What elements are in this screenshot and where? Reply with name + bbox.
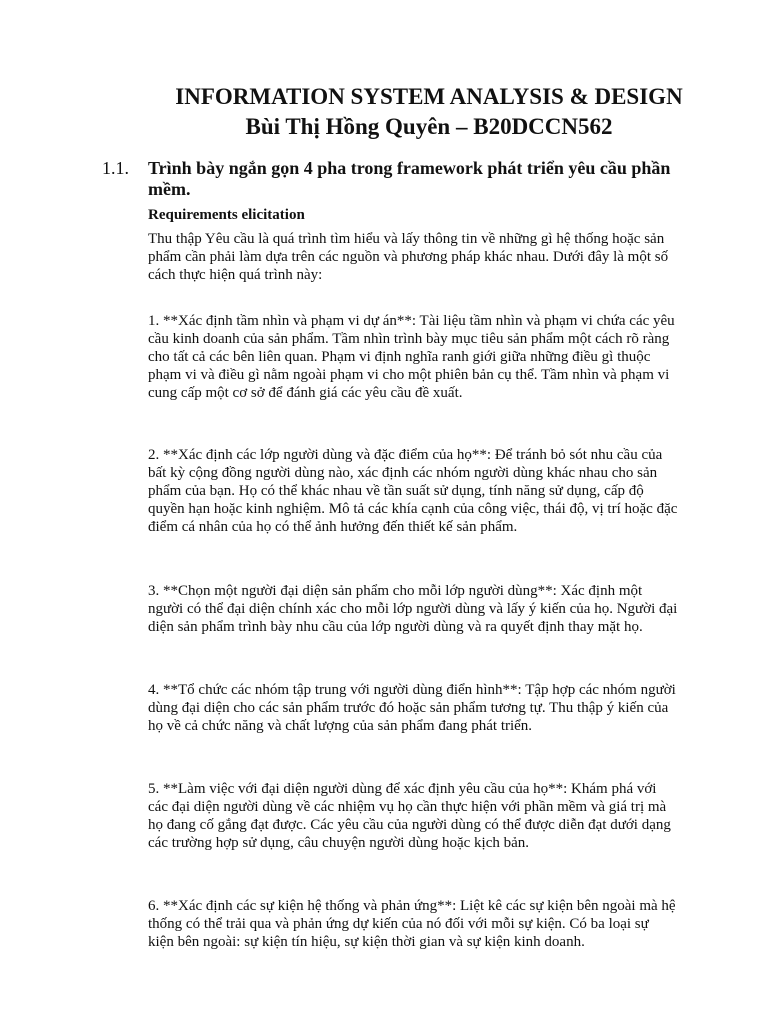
list-item: 2. **Xác định các lớp người dùng và đặc điểm của họ**: Để tránh bỏ sót nhu cầu của bất kỳ cộng đồng người dùng nào, xác định các nhóm người dùng khác nhau cho sản phẩm của bạn. Họ có thể khác nhau về tần suất sử dụng, tính năng sử dụng, cấp độ quyền hạn hoặc kinh nghiệm. Mô tả các khía cạnh của công việc, thái độ, vị trí hoặc đặc điểm cá nhân của họ có thể ảnh hưởng đến thiết kế sản phẩm. <box>148 447 678 535</box>
list-item: 5. **Làm việc với đại diện người dùng để xác định yêu cầu của họ**: Khám phá với các đại diện người dùng về các nhiệm vụ họ cần thực hiện với phần mềm và giá trị mà họ đang cố gắng đạt được. Các yêu cầu của người dùng có thể được diễn đạt dưới dạng các trường hợp sử dụng, câu chuyện người dùng hoặc kịch bản. <box>148 781 671 851</box>
list-item: 3. **Chọn một người đại diện sản phẩm cho mỗi lớp người dùng**: Xác định một người có thể đại diện chính xác cho mỗi lớp người dùng và lấy ý kiến của họ. Người đại diện sản phẩm trình bày nhu cầu của lớp người dùng và ra quyết định thay mặt họ. <box>148 583 678 635</box>
author-line: Bùi Thị Hồng Quyên – B20DCCN562 <box>245 114 613 139</box>
intro-paragraph: Thu thập Yêu cầu là quá trình tìm hiểu và lấy thông tin về những gì hệ thống hoặc sản phẩm cần phải làm dựa trên các nguồn và phương pháp khác nhau. Dưới đây là một số cách thực hiện quá trình này: <box>148 231 669 283</box>
section-heading: Trình bày ngắn gọn 4 pha trong framework phát triển yêu cầu phần mềm. <box>148 158 671 199</box>
document-title: INFORMATION SYSTEM ANALYSIS & DESIGN <box>175 84 683 109</box>
section-number: 1.1. <box>102 158 129 178</box>
list-item: 6. **Xác định các sự kiện hệ thống và phản ứng**: Liệt kê các sự kiện bên ngoài mà hệ thống có thể trải qua và phản ứng dự kiến của nó đối với mỗi sự kiện. Có ba loại sự kiện bên ngoài: sự kiện tín hiệu, sự kiện thời gian và sự kiện kinh doanh. <box>148 898 676 950</box>
list-item: 4. **Tổ chức các nhóm tập trung với người dùng điển hình**: Tập hợp các nhóm người dùng đại diện cho các sản phẩm trước đó hoặc sản phẩm tương tự. Thu thập ý kiến của họ về cả chức năng và chất lượng của sản phẩm đang phát triển. <box>148 682 676 734</box>
subsection-heading: Requirements elicitation <box>148 207 305 223</box>
list-item: 1. **Xác định tầm nhìn và phạm vi dự án**: Tài liệu tầm nhìn và phạm vi chứa các yêu cầu kinh doanh của sản phẩm. Tầm nhìn trình bày mục tiêu sản phẩm một cách rõ ràng cho tất cả các bên liên quan. Phạm vi định nghĩa ranh giới giữa những điều gì thuộc phạm vi và điều gì nằm ngoài phạm vi cho một phiên bản cụ thể. Tầm nhìn và phạm vi cung cấp một cơ sở để đánh giá các yêu cầu đề xuất. <box>148 313 675 401</box>
